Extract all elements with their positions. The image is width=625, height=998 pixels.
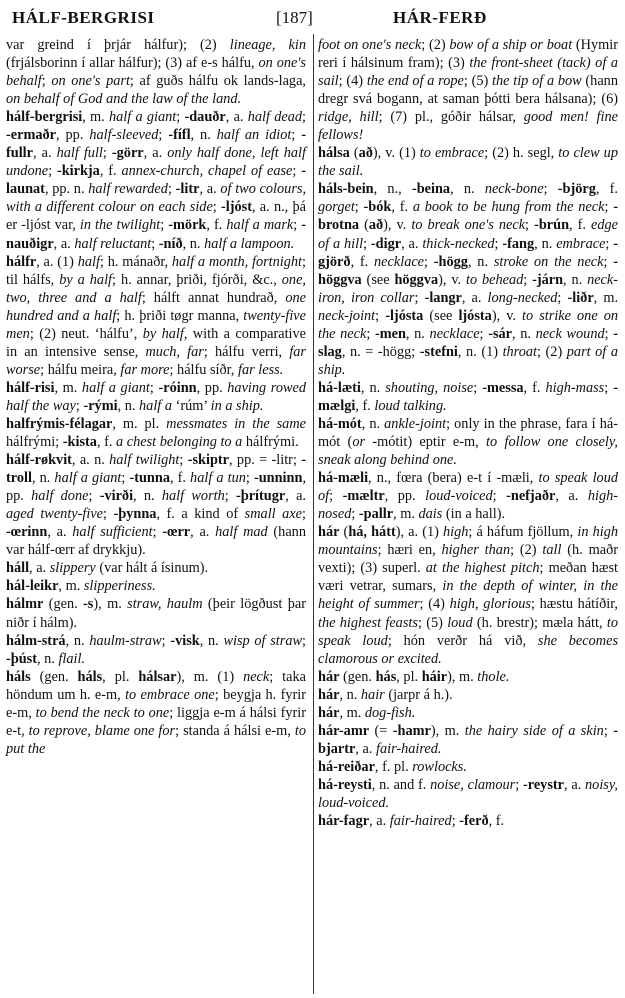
page-header — [0, 6, 625, 32]
entry-halmr: hálmr (gen. -s), m. straw, haulm (þeir lögðust þar niðr í hálm). — [6, 596, 306, 631]
entry-halsa: hálsa (að), v. (1) to embrace; (2) h. segl, to clew up the sail. — [318, 145, 618, 180]
entry-halfr: hálfr, a. (1) half; h. mánaðr, half a month, fortnight; til hálfs, by a half; h. annar, þriði, fjórði, &c., one, two, three and a half; hálft annat hundrað, one hundred and a half; h. þriði tøgr manna, twenty-five men; (2) neut. ‘hálfu’, by half, with a comparative in an intensive sense, much, far; hálfu verri, far worse; hálfu meira, far more; hálfu síðr, far less. — [6, 253, 307, 378]
column-divider — [313, 34, 314, 994]
entry-halfa-continued: var greind í þrjár hálfur); (2) lineage, kin (frjálsborinn í allar hálfur); (3) af e-s hálfu, on one's behalf; on one's part; af guðs hálfu ok lands-laga, on behalf of God and the law of the land. — [6, 37, 306, 108]
entry-hals: háls (gen. háls, pl. hálsar), m. (1) neck; taka höndum um h. e-m, to embrace one; beygja h. fyrir e-m, to bend the neck to one; liggja e-m á hálsi fyrir e-t, to reprove, blame one for; standa á hálsi e-m, to put the — [6, 668, 307, 757]
entry-har-adj: hár (há, hátt), a. (1) high; á háfum fjöllum, in high mountains; hæri en, higher than; (2) tall (h. maðr vexti); (3) superl. at the highest pitch; meðan hæst væri vetrar, sumars, in the depth of winter, in the height of summer; (4) high, glorious; hæstu hátíðir, the highest feasts; (5) loud (h. brestr); mæla hátt, to speak loud; hón verðr há við, she becomes clamorous or excited. — [318, 524, 619, 667]
entry-hal-leikr: hál-leikr, m. slipperiness. — [6, 578, 156, 595]
entry-ha-reysti: há-reysti, n. and f. noise, clamour; -reystr, a. noisy, loud-voiced. — [318, 776, 618, 811]
entry-halm-stra: hálm-strá, n. haulm-straw; -visk, n. wisp of straw; -þúst, n. flail. — [6, 632, 307, 667]
running-head-left: HÁLF-BERGRISI — [12, 8, 155, 27]
entry-hals-continued: foot on one's neck; (2) bow of a ship or boat (Hymir reri í hálsinum fram); (3) the front-sheet (tack) of a sail; (4) the end of a rope; (5) the tip of a bow (hann dregr svá bogann, at saman þótti bera hálsana); (6) ridge, hill; (7) pl., góðir hálsar, good men! fine fellows! — [318, 37, 619, 144]
entry-har-thole: hár (gen. hás, pl. háir), m. thole. — [318, 668, 510, 685]
entry-ha-reidar: há-reiðar, f. pl. rowlocks. — [318, 758, 467, 775]
entry-har-fagr: hár-fagr, a. fair-haired; -ferð, f. — [318, 813, 505, 830]
entry-halfrymis-felagar: halfrýmis-félagar, m. pl. messmates in the same hálfrými; -kista, f. a chest belonging to a hálfrými. — [6, 415, 306, 451]
entry-half-rokvit: hálf-røkvit, a. n. half twilight; -skiptr, pp. = -litr; -troll, n. half a giant; -tunna, f. half a tun; -unninn, pp. half done; -virði, n. half worth; -þrítugr, a. aged twenty-five; -þynna, f. a kind of small axe; -œrinn, a. half sufficient; -œrr, a. half mad (hann var hálf-œrr af drykkju). — [6, 452, 307, 559]
right-column — [318, 36, 618, 830]
entry-half-risi: hálf-risi, m. half a giant; -róinn, pp. having rowed half the way; -rými, n. half a ‘rúm’ in a ship. — [6, 379, 307, 414]
entry-ha-maeli: há-mæli, n., fœra (bera) e-t í -mæli, to speak loud of; -mæltr, pp. loud-voiced; -nefjaðr, a. high-nosed; -pallr, m. dais (in a hall). — [318, 470, 619, 523]
page-number: [187] — [276, 8, 313, 27]
entry-har-dogfish: hár, m. dog-fish. — [318, 704, 416, 721]
entry-har-amr: hár-amr (= -hamr), m. the hairy side of a skin; -bjartr, a. fair-haired. — [318, 722, 618, 757]
entry-ha-laeti: há-læti, n. shouting, noise; -messa, f. high-mass; -mælgi, f. loud talking. — [318, 379, 618, 414]
entry-hals-bein: háls-bein, n., -beina, n. neck-bone; -björg, f. gorget; -bók, f. a book to be hung from the neck; -brotna (að), v. to break one's neck; -brún, f. edge of a hill; -digr, a. thick-necked; -fang, n. embrace; -gjörð, f. necklace; -högg, n. stroke on the neck; -höggva (see höggva), v. to behead; -járn, n. neck-iron, iron collar; -langr, a. long-necked; -liðr, m. neck-joint; -ljósta (see ljósta), v. to strike one on the neck; -men, n. necklace; -sár, n. neck wound; -slag, n. = -högg; -stefni, n. (1) throat; (2) part of a ship. — [318, 181, 619, 378]
entry-half-bergrisi: hálf-bergrisi, m. half a giant; -dauðr, a. half dead; -ermaðr, pp. half-sleeved; -fífl, n. half an idiot; -fullr, a. half full; -görr, a. only half done, left half undone; -kirkja, f. annex-church, chapel of ease; -launat, pp. n. half rewarded; -litr, a. of two colours, with a different colour on each side; -ljóst, a. n., þá er -ljóst var, in the twilight; -mörk, f. half a mark; -nauðigr, a. half reluctant; -níð, n. half a lampoon. — [6, 109, 307, 252]
left-column — [6, 36, 306, 758]
running-head-right: HÁR-FERÐ — [393, 8, 487, 27]
entry-har-hair: hár, n. hair (jarpr á h.). — [318, 686, 453, 703]
entry-ha-mot: há-mót, n. ankle-joint; only in the phrase, fara í há-mót (or -mótit) eptir e-m, to follow one closely, sneak along behind one. — [318, 415, 618, 469]
entry-hall: háll, a. slippery (var hált á ísinum). — [6, 560, 209, 577]
